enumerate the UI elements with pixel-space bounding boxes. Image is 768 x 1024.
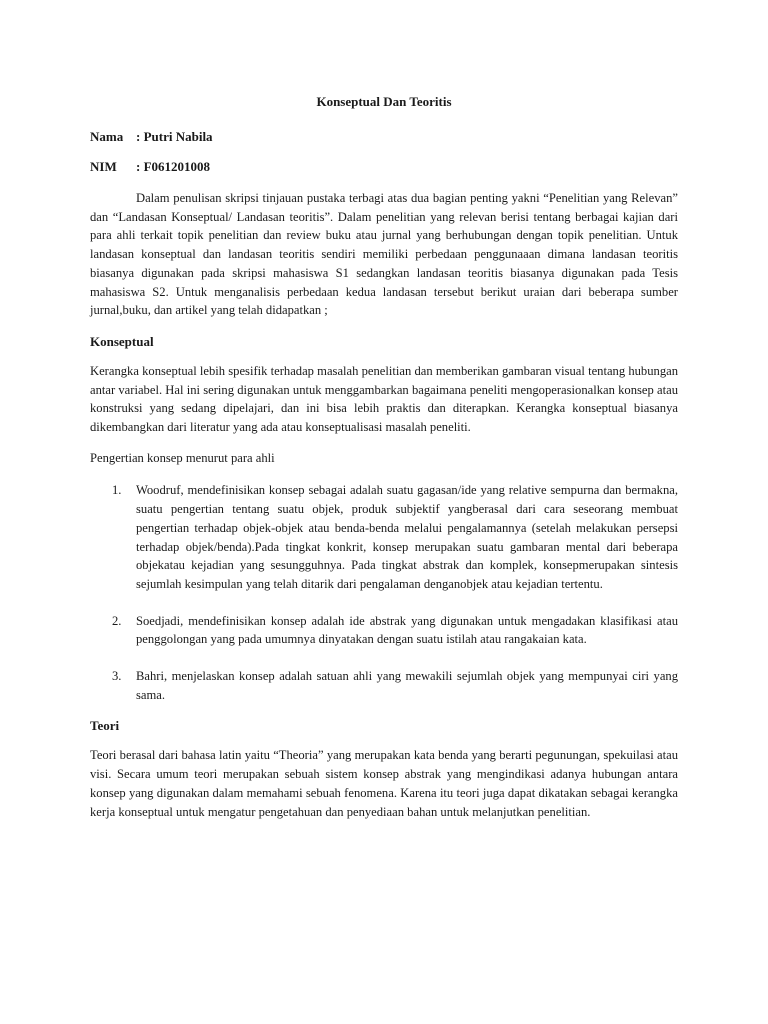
definitions-list: [90, 481, 678, 704]
teori-heading: Teori: [90, 718, 120, 734]
nim-row: [90, 159, 678, 175]
pengertian-intro: Pengertian konsep menurut para ahli: [90, 450, 275, 465]
list-item: [112, 667, 678, 704]
konseptual-heading: Konseptual: [90, 333, 154, 349]
list-item-text: Bahri, menjelaskan konsep adalah satuan ahli yang mewakili sejumlah objek yang mempunyai ciri yang sama.: [136, 669, 678, 702]
list-item: [112, 481, 678, 593]
nim-value: : F061201008: [136, 159, 211, 174]
list-item-number: 1.: [112, 483, 122, 498]
list-item-number: 3.: [112, 669, 122, 684]
list-item-number: 2.: [112, 613, 122, 628]
name-value: : Putri Nabila: [136, 129, 213, 144]
konseptual-paragraph: Kerangka konseptual lebih spesifik terhadap masalah penelitian dan memberikan gambaran visual tentang hubungan antar variabel. Hal ini sering digunakan untuk menggambarkan bagaimana peneliti mengoperasionalkan konsep atau konstruksi yang sedang dipelajari, dan ini bisa lebih praktis dan diterapkan. Kerangka konseptual biasanya dikembangkan dari literatur yang ada atau konseptualisasi masalah peneliti.: [90, 363, 678, 435]
document-title: Konseptual Dan Teoritis: [316, 94, 452, 109]
name-label: Nama: [90, 129, 124, 144]
name-row: [90, 129, 678, 145]
list-item-text: Soedjadi, mendefinisikan konsep adalah ide abstrak yang digunakan untuk mengadakan klasifikasi atau penggolongan yang pada umumnya dinyatakan dengan suatu istilah atau rangakaian kata.: [136, 613, 678, 647]
list-item: [112, 612, 678, 649]
teori-paragraph: Teori berasal dari bahasa latin yaitu “Theoria” yang merupakan kata benda yang berarti pegunungan, spekuilasi atau visi. Secara umum teori merupakan sebuah sistem konsep abstrak yang mengindikasi adanya hubungan antara konsep yang digunakan dalam memahami sebuah fenomena. Karena itu teori juga dapat dikatakan sebagai kerangka kerja konseptual untuk mengatur pengetahuan dan penyediaan bahan untuk melanjutkan penelitian.: [90, 748, 678, 819]
nim-label: NIM: [90, 159, 117, 174]
intro-paragraph: Dalam penulisan skripsi tinjauan pustaka terbagi atas dua bagian penting yakni “Penelitian yang Relevan” dan “Landasan Konseptual/ Landasan teoritis”. Dalam penelitian yang relevan berisi tentang berbagai kajian dari para ahli terkait topik penelitian dan review buku atau jurnal yang berhubungan dengan topik penelitian. Untuk landasan konseptual dan landasan teoritis sendiri memiliki perbedaan penggunaaan dimana landasan teoritis biasanya digunakan pada skripsi mahasiswa S1 sedangkan landasan teoritis biasanya digunakan pada Tesis mahasiswa S2. Untuk menganalisis perbedaan kedua landasan tersebut berikut uraian dari beberapa sumber jurnal,buku, dan artikel yang telah didapatkan ;: [90, 191, 678, 318]
list-item-text: Woodruf, mendefinisikan konsep sebagai adalah suatu gagasan/ide yang relative sempurna dan bermakna, suatu pengertian tentang suatu objek, produk subjektif yangberasal dari cara seseorang membuat pengertian terhadap objek-objek atau benda-benda melalui pengalamannya (setelah melakukan persepsi terhadap objek/benda).Pada tingkat konkrit, konsep merupakan suatu gambaran mental dari beberapa objekatau kejadian yang sesungguhnya. Pada tingkat abstrak dan komplek, konsepmerupakan sintesis sejumlah kesimpulan yang telah ditarik dari pengalaman denganobjek atau kejadian tertentu.: [136, 483, 678, 591]
